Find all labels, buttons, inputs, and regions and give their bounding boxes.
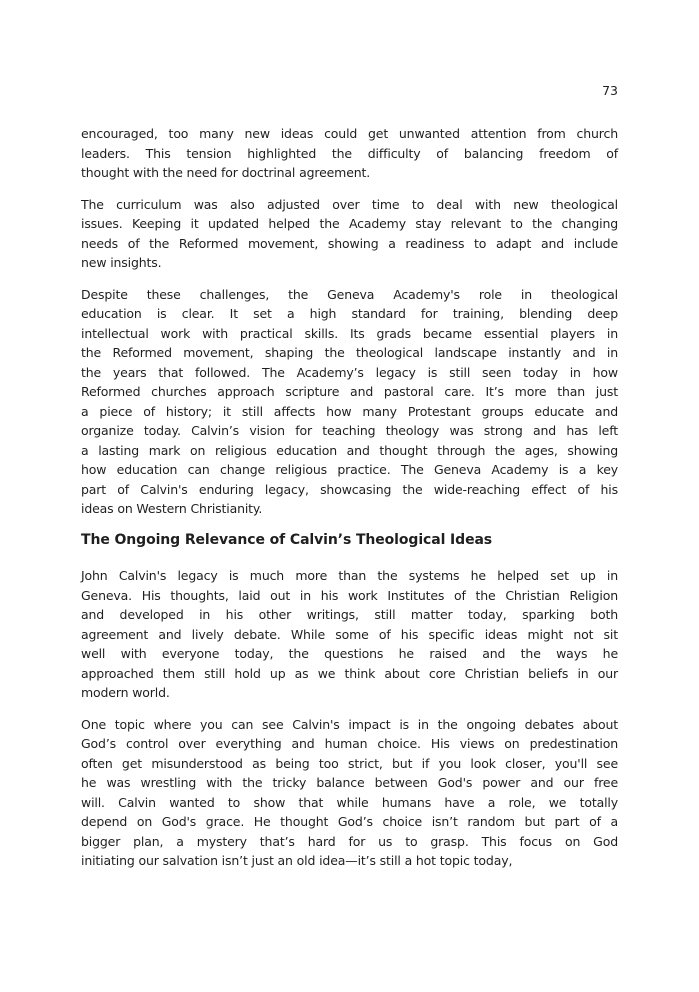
text-line: part of Calvin's enduring legacy, showcasing the wide-reaching effect of his [81, 481, 618, 497]
text-line: organize today. Calvin’s vision for teaching theology was strong and has left [81, 423, 618, 438]
text-line: new insights. [81, 255, 162, 270]
page-number: 73 [602, 83, 618, 98]
text-line: thought with the need for doctrinal agreement. [81, 165, 371, 180]
text-line: Reformed churches approach scripture and pastoral care. It’s more than just [81, 384, 618, 399]
text-line: John Calvin's legacy is much more than the systems he helped set up in [81, 568, 618, 583]
paragraph [81, 195, 618, 273]
text-line: modern world. [81, 685, 170, 700]
text-line: Geneva. His thoughts, laid out in his work Institutes of the Christian Religion [81, 587, 618, 603]
text-line: issues. Keeping it updated helped the Academy stay relevant to the changing [81, 216, 618, 231]
text-line: God’s control over everything and human choice. His views on predestination [81, 736, 618, 751]
text-line: initiating our salvation isn’t just an old idea—it’s still a hot topic today, [81, 853, 513, 868]
paragraph [81, 285, 618, 519]
text-line: education is clear. It set a high standard for training, blending deep [81, 306, 618, 321]
text-line: ideas on Western Christianity. [81, 501, 263, 516]
text-line: will. Calvin wanted to show that while humans have a role, we totally [81, 794, 618, 810]
text-line: encouraged, too many new ideas could get unwanted attention from church [81, 126, 618, 141]
text-line: depend on God's grace. He thought God’s choice isn’t random but part of a [81, 814, 618, 829]
text-line: One topic where you can see Calvin's impact is in the ongoing debates about [81, 716, 618, 732]
text-line: often get misunderstood as being too strict, but if you look closer, you'll see [81, 755, 618, 771]
text-line: he was wrestling with the tricky balance between God's power and our free [81, 775, 618, 790]
text-line: intellectual work with practical skills. Its grads became essential players in [81, 325, 618, 341]
text-line: and developed in his other writings, still matter today, sparking both [81, 607, 618, 622]
text-line: the Reformed movement, shaping the theological landscape instantly and in [81, 345, 618, 360]
page-content [81, 124, 618, 883]
text-line: bigger plan, a mystery that’s hard for us to grasp. This focus on God [81, 833, 618, 849]
text-line: the years that followed. The Academy’s legacy is still seen today in how [81, 364, 618, 380]
text-line: Despite these challenges, the Geneva Academy's role in theological [81, 286, 618, 302]
text-line: needs of the Reformed movement, showing a readiness to adapt and include [81, 235, 618, 251]
paragraph [81, 124, 618, 183]
text-line: well with everyone today, the questions he raised and the ways he [81, 646, 618, 661]
paragraph [81, 566, 618, 703]
text-line: a lasting mark on religious education and thought through the ages, showing [81, 442, 618, 458]
text-line: The curriculum was also adjusted over time to deal with new theological [81, 196, 618, 212]
text-line: how education can change religious practice. The Geneva Academy is a key [81, 462, 618, 477]
text-line: a piece of history; it still affects how many Protestant groups educate and [81, 403, 618, 419]
text-line: approached them still hold up as we think about core Christian beliefs in our [81, 665, 618, 681]
text-line: leaders. This tension highlighted the difficulty of balancing freedom of [81, 145, 618, 161]
paragraph [81, 715, 618, 871]
section-heading: The Ongoing Relevance of Calvin’s Theological Ideas [81, 531, 493, 548]
text-line: agreement and lively debate. While some of his specific ideas might not sit [81, 626, 618, 642]
